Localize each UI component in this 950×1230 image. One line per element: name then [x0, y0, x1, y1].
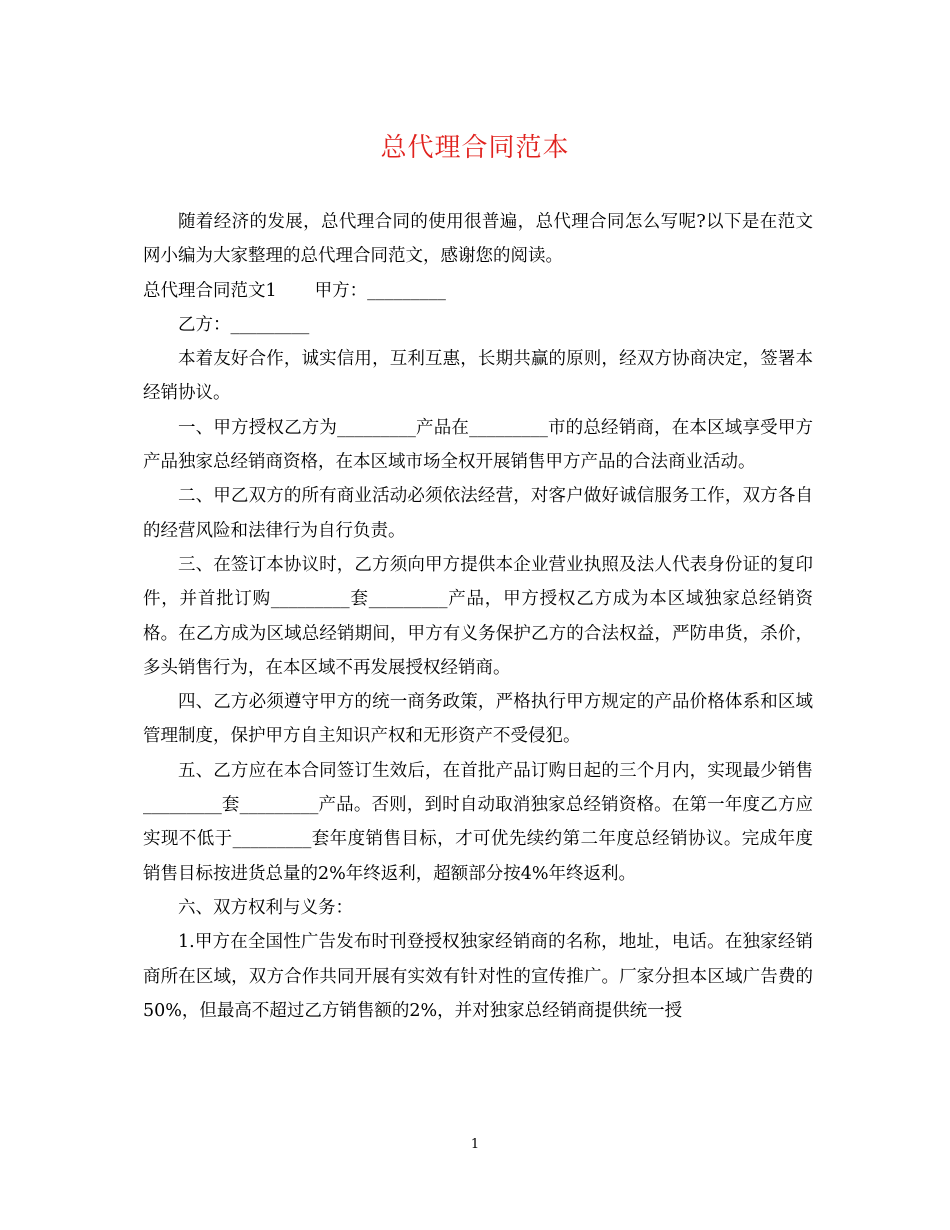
- page-number: 1: [470, 1137, 480, 1152]
- intro-paragraph: 随着经济的发展，总代理合同的使用很普遍，总代理合同怎么写呢?以下是在范文网小编为大家整理的总代理合同范文，感谢您的阅读。: [143, 212, 813, 267]
- clause-1: 一、甲方授权乙方为_________产品在_________市的总经销商，在本区域享受甲方产品独家总经销商资格，在本区域市场全权开展销售甲方产品的合法商业活动。: [143, 417, 813, 473]
- clause-4: 四、乙方必须遵守甲方的统一商务政策，严格执行甲方规定的产品价格体系和区域管理制度，保护甲方自主知识产权和无形资产不受侵犯。: [143, 692, 813, 747]
- document-title: 总代理合同范本: [380, 133, 570, 163]
- clause-5: 五、乙方应在本合同签订生效后，在首批产品订购日起的三个月内，实现最少销售_________套_________产品。否则，到时自动取消独家总经销资格。在第一年度乙方应实现不低于_________套年度销售目标，才可优先续约第二年度总经销协议。完成年度销售目标按进货总量的2%年终返利，超额部分按4%年终返利。: [143, 760, 813, 884]
- clause-2: 二、甲乙双方的所有商业活动必须依法经营，对客户做好诚信服务工作，双方各自的经营风险和法律行为自行负责。: [143, 486, 813, 541]
- document-body: [143, 205, 813, 1028]
- clause-6-item-1: 1.甲方在全国性广告发布时刊登授权独家经销商的名称，地址，电话。在独家经销商所在区域，双方合作共同开展有实效有针对性的宣传推广。厂家分担本区域广告费的50%，但最高不超过乙方销售额的2%，并对独家总经销商提供统一授: [143, 932, 813, 1021]
- party-a-line: 甲方：_________: [314, 280, 446, 301]
- clause-3: 三、在签订本协议时，乙方须向甲方提供本企业营业执照及法人代表身份证的复印件，并首批订购_________套_________产品，甲方授权乙方成为本区域独家总经销资格。在乙方成为区域总经销期间，甲方有义务保护乙方的合法权益，严防串货，杀价，多头销售行为，在本区域不再发展授权经销商。: [143, 554, 813, 678]
- sample-heading-line: [143, 274, 813, 308]
- party-b-line: 乙方：_________: [178, 314, 310, 335]
- clause-6-heading: 六、双方权利与义务：: [178, 897, 353, 918]
- preamble-paragraph: 本着友好合作，诚实信用，互利互惠，长期共赢的原则，经双方协商决定，签署本经销协议。: [143, 349, 813, 404]
- sample-heading: 总代理合同范文1: [143, 280, 277, 301]
